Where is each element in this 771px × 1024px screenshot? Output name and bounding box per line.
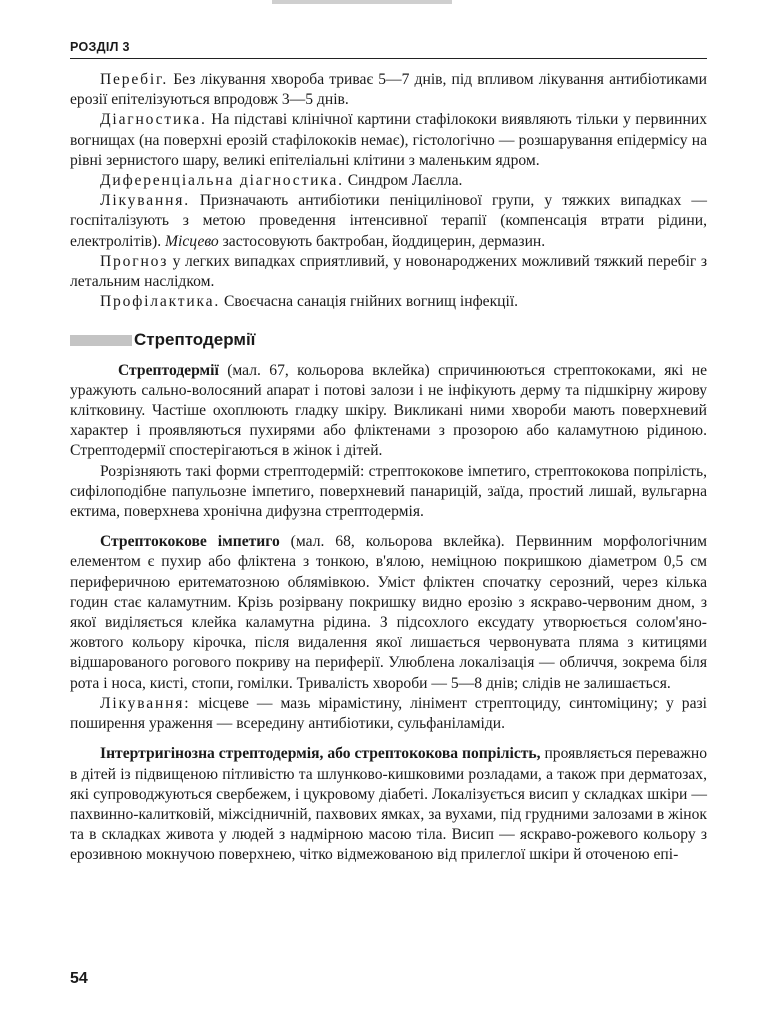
section-title: Стрептодермії [134,330,256,350]
page-content [70,70,707,866]
impetigo-treatment-paragraph [70,694,707,734]
treatment-paragraph [70,191,707,252]
diagnostics-paragraph [70,110,707,171]
impetigo-text: (мал. 68, кольорова вклейка). Первинним морфологічним елементом є пухир або фліктена з тонкою, в'ялою, неміцною покришкою діаметром 0,5 см периферичною еритематозною облямівкою. Уміст фліктен спочатку серозний, через кілька годин стає каламутним. Крізь розірвану покришку видно ерозію з яскраво-червоним дном, з якої виділяється клейка каламутна рідина. З підсохлого ексудату утворюється солом'яно-жовтого кольору кірочка, після видалення якої лишається червонувата пляма з китицями відшарованого рогового покриву на периферії. Улюблена локалізація — обличчя, зокрема біля рота і носа, кисті, стопи, гомілки. Тривалість хвороби — 5—8 днів; слідів не залишається. [70,533,708,692]
course-text: Без лікування хвороба триває 5—7 днів, під впливом лікування антибіотиками ерозії епітелізуються впродовж 3—5 днів. [70,71,707,109]
treatment-label: Лікування. [100,192,190,210]
prevention-paragraph [70,292,707,312]
course-label: Перебіг. [100,71,169,88]
course-paragraph [70,70,707,110]
heading-bar [70,335,132,346]
impetigo-term: Стрептококове імпетиго [100,533,280,551]
prognosis-paragraph [70,252,707,292]
intertrigo-text: проявляється переважно в дітей із підвищеною пітливістю та шлунково-кишковими розладами, а також при дерматозах, які супроводжуються свербежем, і цукровому діабеті. Локалізується висип у складках шкіри — пахвинно-калитковій, міжсідничній, пахвових ямках, за вухами, під грудними залозами в жінок та в складках живота у людей з надмірною масою тіла. Висип — яскраво-рожевого кольору з ерозивною мокнучою поверхнею, чітко відмежованою від прилеглої шкіри й оточеною епі- [70,745,707,864]
treatment-text-1: Призначають антибіотики пеніцилінової групи, у тяжких випадках — госпіталізують з метою проведення інтенсивної терапії (компенсація втрати рідини, електролітів). [70,192,707,250]
intertrigo-term: Інтертригінозна стрептодермія, або стрептококова попрілість, [100,745,541,763]
intro-paragraph [70,361,707,462]
differential-paragraph [70,171,707,191]
prognosis-text: у легких випадках сприятливий, у новонароджених можливий тяжкий перебіг з летальним наслідком. [70,252,707,291]
prevention-text: Своєчасна санація гнійних вогнищ інфекції. [220,293,519,311]
differential-label: Диференціальна діагностика. [100,172,344,190]
intro-term: Стрептодермії [118,361,219,379]
differential-text: Синдром Лаєлла. [343,172,463,190]
impetigo-treatment-text: місцеве — мазь мірамістину, лінімент стрептоциду, синтоміцину; у разі поширення ураження — всередину антибіотики, сульфаніламіди. [70,694,707,733]
prevention-label: Профілактика. [100,293,221,311]
diagnostics-label: Діагностика. [100,111,207,129]
section-heading [70,330,707,350]
impetigo-paragraph [70,532,707,694]
treatment-text-2: застосовують бактробан, йоддицерин, дермазин. [218,232,546,250]
treatment-local-term: Місцево [165,232,219,250]
intro-text: (мал. 67, кольорова вклейка) спричинюються стрептококами, які не уражують сально-волосяний апарат і потові залози і не інфікують дерму та підшкірну жирову клітковину. Частіше охоплюють гладку шкіру. Викликані ними хвороби мають поверхневий характер і проявляються пухирями або фліктенами з прозорою або каламутною рідиною. Стрептодермії спостерігаються в жінок і дітей. [70,361,707,460]
diagnostics-text: На підставі клінічної картини стафілококи виявляють тільки у первинних вогнищах (на поверхні ерозій стафілококів немає), гістологічно — розшарування епідермісу на рівні зернистого шару, великі епітеліальні клітини з маленьким ядром. [70,111,707,169]
prognosis-label: Прогноз [100,252,169,270]
intertrigo-paragraph [70,744,707,865]
page-number: 54 [70,970,88,987]
impetigo-treatment-label: Лікування: [100,694,191,712]
running-header: РОЗДІЛ 3 [70,40,707,59]
forms-paragraph: Розрізняють такі форми стрептодермій: стрептококове імпетиго, стрептококова попрілість, сифілоподібне папульозне імпетиго, поверхневий панарицій, заїда, простий лишай, вульгарна ектима, поверхнева хронічна дифузна стрептодермія. [70,462,707,521]
top-decorative-strip [272,0,452,4]
